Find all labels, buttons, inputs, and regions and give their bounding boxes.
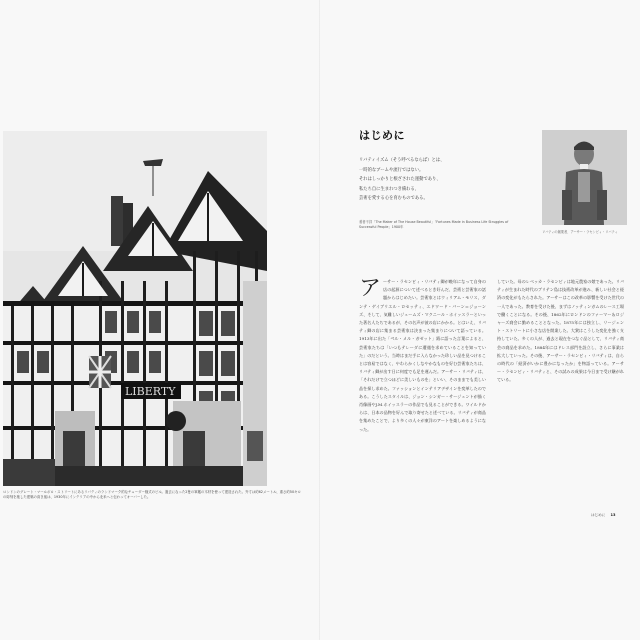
intro-line: 芸術を愛する心を育むものである。 [359,196,428,202]
liberty-building-photo [3,131,267,486]
paragraph: ーサー・ラセンビィ・リバティ卿が晩年になって自身の店の起源について述べるとき好んだ、芸術と芸術家の話題からはじめたい。芸術家とはウィリアム・モリス、ダンテ・ゲイブリエル・ロセッティ、エドワード・バーン＝ジョーンズ、そして、気難しいジェームズ・マクニール・ホイッスラーといった著名人たちであるが、その名声が彼の店にかかる。とはいえ、リバティ卿の店に集まる芸術家は決まった集まりについて語っている。1913年に出た「ペル・メル・ガゼット」紙に語った言葉によると、芸術家たちは「いつもテレーダに遭遇を求めていることを知っていた」のだという。当時はまだ手に入らなかった珍しい品を見つけることは容易ではなく、やわらかくしなやかなものを好む芸術家たちは、リバティ卿が出す日に何度でも足を運んだ。アーサー・リバティは、「それだけで立つほどに美しいものを」といい、そのままでも美しい品を探し求めた。ファッションとインテリアデザインを変革したのである。こうしたスタイルは、ジョン・シンガー・サージェントが描く肖像画やJ.M.ホイッスラーの作品でも見ることができる。ワイルドからは、日本の品物を好んで取り寄せたと述べている。リバティが商品を集めたことで、より多くの人々が東洋のアートを楽しめるようになった。 [359,279,486,432]
intro-line: 一時的なブームや流行ではない。 [359,167,424,173]
page-number: 13 [610,513,616,517]
intro-quote [359,156,524,204]
chapter-title: はじめに [359,129,405,142]
intro-line: リバティイズム（そう呼べるならば）とは、 [359,158,445,163]
quote-source: 著者不詳「The Maker of The House Beautiful」「Fortunes Made in Business Life Struggles of Successful People」1900年 [359,220,509,229]
text-column-2 [497,278,624,385]
founder-portrait [542,130,627,225]
intro-line: それはしっかりと根ざされた運動であり、 [359,177,441,183]
folio-label: はじめに [591,513,606,517]
body-text [359,278,631,518]
paragraph: していた。母のレベッカ・ラセンビィは地元農家の娘であった。リバティが生まれた時代のブリテン島は技術改革が進み、新しい社会と経済の変化がもたらされた。アーサーはこの改革の影響を受けた世代の一人であった。教育を受けた後、まずはノッティンガムのレース工場で働くことになる。その後、1862年にロンドンのファーマー＆ロジャーズ商会に勤めることとなった。1875年には独立し、リージェント・ストリートに小さな店を開業した。大衆はこうした変化を強く支持していた。多くの人が、過去と現在をつなぐ品として、リバティ商会の商品を求めた。1884年にはドレス部門を設立し、さらに事業は拡大していった。その後、アーサー・ラセンビィ・リバティは、自らの時代の「経済がいかに豊かになったか」を物語っている。アーサー・ラセンビィ・リバティと、その試みの成果は今日まで受け継がれている。 [497,279,624,383]
intro-line: 私たち自に生まれつき備わる、 [359,186,420,192]
folio [591,513,616,518]
drop-cap: ア [359,276,382,301]
portrait-caption: リバティの創業者、アーサー・ラセンビィ・リバティ [542,230,618,234]
text-column-1 [359,278,486,434]
photo-caption: ロンドンのグレート・マールボロ・ストリートにあるリバティのランドマーク的なチューダー様式のビル。過去になった2隻の軍艦の木材を使って建造された。外寸は約62メートル、重さ約50キロの彫刻を施した建築の高き風は、1930年にインテリアの中から北米へと伝わってオーバーした。 [3,490,301,499]
svg-text:LIBERTY: LIBERTY [125,385,176,398]
